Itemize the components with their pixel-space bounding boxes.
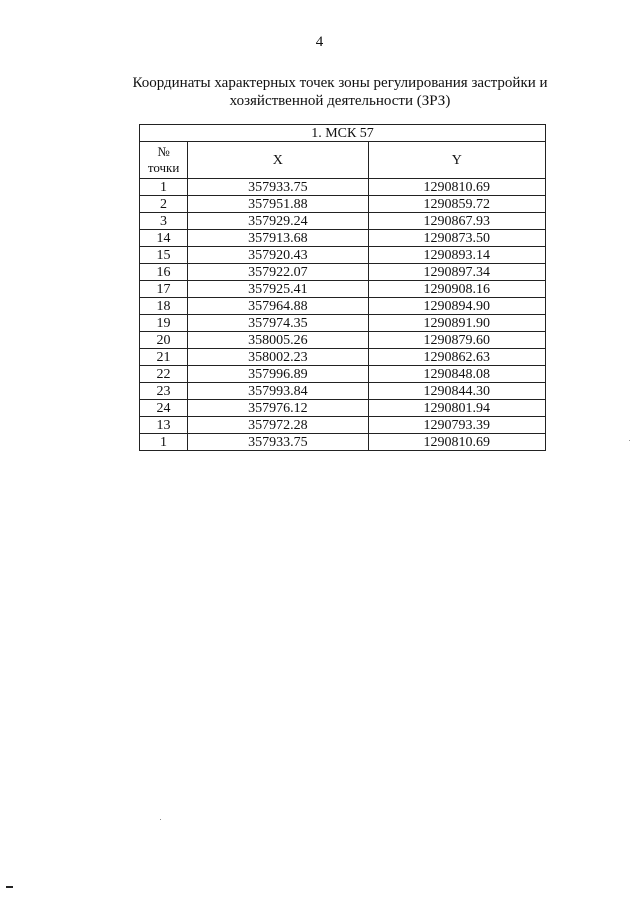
- cell-x: 357964.88: [188, 298, 368, 315]
- table-row: [140, 196, 546, 213]
- document-title: [100, 74, 580, 110]
- cell-y: 1290873.50: [368, 230, 545, 247]
- coordinates-table: [139, 124, 546, 451]
- cell-y: 1290844.30: [368, 383, 545, 400]
- cell-point-number: 13: [140, 417, 188, 434]
- table-row: [140, 366, 546, 383]
- cell-point-number: 24: [140, 400, 188, 417]
- cell-y: 1290908.16: [368, 281, 545, 298]
- cell-point-number: 19: [140, 315, 188, 332]
- cell-y: 1290859.72: [368, 196, 545, 213]
- cell-point-number: 23: [140, 383, 188, 400]
- column-header-point-number-line-1: №: [157, 144, 170, 159]
- table-row: [140, 281, 546, 298]
- cell-point-number: 17: [140, 281, 188, 298]
- column-header-point-number-line-2: точки: [147, 160, 180, 175]
- cell-y: 1290867.93: [368, 213, 545, 230]
- cell-x: 357933.75: [188, 179, 368, 196]
- table-row: [140, 213, 546, 230]
- cell-y: 1290848.08: [368, 366, 545, 383]
- cell-x: 358005.26: [188, 332, 368, 349]
- cell-y: 1290879.60: [368, 332, 545, 349]
- cell-y: 1290894.90: [368, 298, 545, 315]
- table-row: [140, 349, 546, 366]
- cell-y: 1290810.69: [368, 434, 545, 451]
- table-row: [140, 434, 546, 451]
- cell-x: 358002.23: [188, 349, 368, 366]
- cell-x: 357929.24: [188, 213, 368, 230]
- cell-point-number: 21: [140, 349, 188, 366]
- cell-x: 357951.88: [188, 196, 368, 213]
- column-header-row: [140, 142, 546, 179]
- cell-x: 357996.89: [188, 366, 368, 383]
- cell-point-number: 14: [140, 230, 188, 247]
- cell-y: 1290897.34: [368, 264, 545, 281]
- cell-point-number: 1: [140, 179, 188, 196]
- cell-y: 1290893.14: [368, 247, 545, 264]
- table-row: [140, 417, 546, 434]
- cell-x: 357913.68: [188, 230, 368, 247]
- cell-x: 357925.41: [188, 281, 368, 298]
- document-title-line-1: Координаты характерных точек зоны регулирования застройки и: [132, 75, 548, 91]
- cell-x: 357972.28: [188, 417, 368, 434]
- cell-point-number: 20: [140, 332, 188, 349]
- column-header-point-number: [140, 142, 188, 179]
- cell-point-number: 22: [140, 366, 188, 383]
- table-row: [140, 264, 546, 281]
- cell-point-number: 1: [140, 434, 188, 451]
- table-row: [140, 383, 546, 400]
- cell-point-number: 16: [140, 264, 188, 281]
- table-row: [140, 247, 546, 264]
- cell-x: 357920.43: [188, 247, 368, 264]
- document-title-line-2: хозяйственной деятельности (ЗРЗ): [229, 93, 451, 109]
- cell-y: 1290801.94: [368, 400, 545, 417]
- scan-speck: [160, 819, 161, 820]
- table-row: [140, 230, 546, 247]
- cell-x: 357933.75: [188, 434, 368, 451]
- cell-y: 1290862.63: [368, 349, 545, 366]
- table-row: [140, 400, 546, 417]
- section-header-row: [140, 125, 546, 142]
- table-row: [140, 315, 546, 332]
- cell-y: 1290810.69: [368, 179, 545, 196]
- page-number: 4: [315, 34, 324, 50]
- cell-y: 1290793.39: [368, 417, 545, 434]
- cell-point-number: 3: [140, 213, 188, 230]
- cell-point-number: 2: [140, 196, 188, 213]
- cell-x: 357922.07: [188, 264, 368, 281]
- table-row: [140, 298, 546, 315]
- table-row: [140, 179, 546, 196]
- cell-y: 1290891.90: [368, 315, 545, 332]
- table-row: [140, 332, 546, 349]
- column-header-x: X: [188, 142, 368, 179]
- cell-point-number: 15: [140, 247, 188, 264]
- column-header-y: Y: [368, 142, 545, 179]
- section-title: 1. МСК 57: [140, 125, 546, 142]
- cell-x: 357993.84: [188, 383, 368, 400]
- scan-speck: [629, 440, 630, 441]
- cell-x: 357974.35: [188, 315, 368, 332]
- scan-speck: [6, 886, 13, 888]
- cell-x: 357976.12: [188, 400, 368, 417]
- cell-point-number: 18: [140, 298, 188, 315]
- coordinates-table-body: [140, 125, 546, 451]
